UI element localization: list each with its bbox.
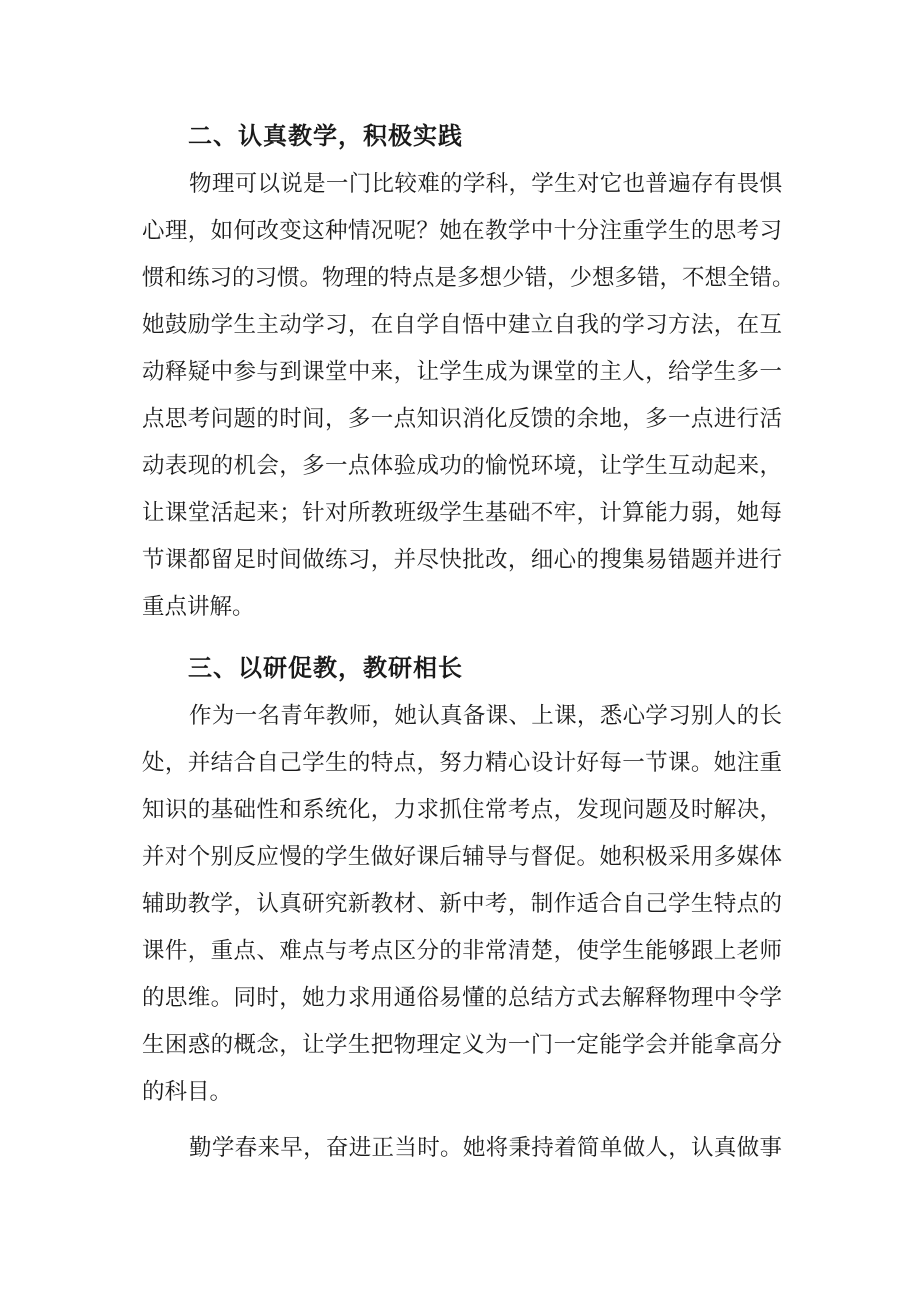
paragraph-line: 课件，重点、难点与考点区分的非常清楚，使学生能够跟上老师 <box>142 938 782 964</box>
paragraph-line: 勤学春来早，奋进正当时。她将秉持着简单做人，认真做事 <box>189 1135 782 1161</box>
section-heading-2: 二、认真教学，积极实践 <box>188 122 463 150</box>
paragraph-line: 的科目。 <box>142 1079 233 1105</box>
paragraph-line: 动释疑中参与到课堂中来，让学生成为课堂的主人，给学生多一 <box>142 359 782 385</box>
paragraph-line: 知识的基础性和系统化，力求抓住常考点，发现问题及时解决， <box>142 797 782 823</box>
paragraph-line: 物理可以说是一门比较难的学科，学生对它也普遍存有畏惧 <box>189 171 782 197</box>
paragraph-line: 节课都留足时间做练习，并尽快批改，细心的搜集易错题并进行 <box>142 547 782 573</box>
paragraph-line: 让课堂活起来；针对所教班级学生基础不牢，计算能力弱，她每 <box>142 500 782 526</box>
paragraph-line: 重点讲解。 <box>142 594 255 620</box>
paragraph-line: 心理，如何改变这种情况呢？她在教学中十分注重学生的思考习 <box>142 218 782 244</box>
paragraph-line: 辅助教学，认真研究新教材、新中考，制作适合自己学生特点的 <box>142 891 782 917</box>
paragraph-line: 并对个别反应慢的学生做好课后辅导与督促。她积极采用多媒体 <box>142 844 782 870</box>
paragraph-line: 的思维。同时，她力求用通俗易懂的总结方式去解释物理中令学 <box>142 985 782 1011</box>
paragraph-line: 点思考问题的时间，多一点知识消化反馈的余地，多一点进行活 <box>142 406 782 432</box>
paragraph-line: 作为一名青年教师，她认真备课、上课，悉心学习别人的长 <box>189 703 782 729</box>
section-heading-3: 三、以研促教，教研相长 <box>188 654 463 682</box>
paragraph-line: 处，并结合自己学生的特点，努力精心设计好每一节课。她注重 <box>142 750 782 776</box>
paragraph-line: 动表现的机会，多一点体验成功的愉悦环境，让学生互动起来， <box>142 453 782 479</box>
paragraph-line: 惯和练习的习惯。物理的特点是多想少错，少想多错，不想全错。 <box>142 265 795 291</box>
paragraph-line: 生困惑的概念，让学生把物理定义为一门一定能学会并能拿高分 <box>142 1032 782 1058</box>
paragraph-line: 她鼓励学生主动学习，在自学自悟中建立自我的学习方法，在互 <box>142 312 782 338</box>
